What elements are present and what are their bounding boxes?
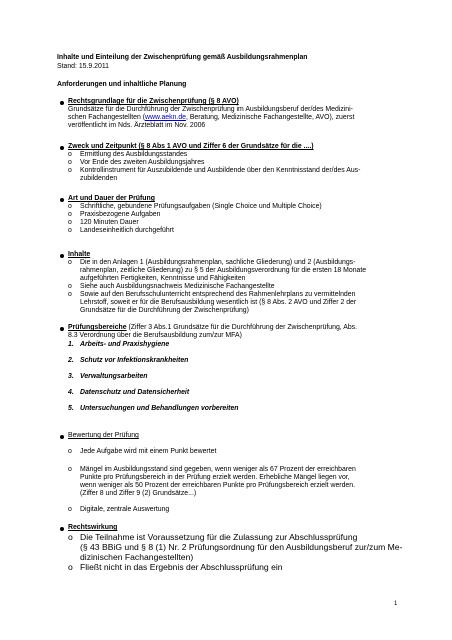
sub-marker: o: [68, 211, 72, 218]
sub-marker: o: [68, 151, 72, 158]
s3-item: Praxisbezogene Aufgaben: [80, 211, 161, 218]
s1-line1: Grundsätze für die Durchführung der Zwischenprüfung im Ausbildungsberuf der/des Medizini-: [68, 106, 353, 113]
s6-item2-line: wenn weniger als 50 Prozent der erreichbaren Punkte pro Prüfungsbereich erzielt werden.: [80, 482, 356, 489]
sub-marker: o: [68, 283, 72, 290]
aekn-link[interactable]: www.aekn.de: [145, 114, 186, 121]
bullet-icon: [60, 435, 64, 439]
area-number: 5.: [68, 405, 74, 412]
bullet-icon: [60, 327, 64, 331]
sub-marker: o: [68, 259, 72, 266]
area-label: Verwaltungsarbeiten: [80, 373, 148, 380]
s2-item: Ermittlung des Ausbildungsstandes: [80, 151, 188, 158]
s2-item: Kontrollinstrument für Auszubildende und Ausbildende über den Kenntnisstand der/des Aus-: [80, 167, 361, 174]
s4-heading: Inhalte: [68, 251, 91, 258]
s7-item1-line: (§ 43 BBiG und § 8 (1) Nr. 2 Prüfungsordnung für den Ausbildungsberuf zur/zum Me-: [80, 542, 403, 552]
area-label: Untersuchungen und Behandlungen vorbereiten: [80, 405, 239, 412]
bullet-icon: [60, 527, 64, 531]
sub-marker: o: [68, 167, 72, 174]
s2-heading: Zweck und Zeitpunkt (§ 8 Abs 1 AVO und Ziffer 6 der Grundsätze für die ....): [68, 143, 314, 150]
s6-item2-line: Mängel im Ausbildungsstand sind gegeben, wenn weniger als 67 Prozent der erreichbaren: [80, 466, 356, 473]
section-heading: Anforderungen und inhaltliche Planung: [57, 81, 187, 88]
s4-item1-line: rahmenplan, zeitliche Gliederung) zu § 5 der Ausbildungsverordnung für die ersten 18 Monate: [80, 267, 367, 274]
s4-item3-line: Lehrstoff, soweit er für die Berufsausbildung wesentlich ist (§ 8 Abs. 2 AVO und Ziffer 2 der: [80, 299, 357, 306]
s6-item2-line: (Ziffer 8 und Ziffer 9 (2) Grundsätze...): [80, 490, 197, 497]
s1-line2-start: schen Fachangestellten (: [68, 114, 145, 121]
s5-line2: 8.3 Verordnung über die Berufsausbildung zum/zur MFA): [68, 332, 242, 339]
sub-marker: o: [68, 562, 73, 572]
s3-item: Landeseinheitlich durchgeführt: [80, 227, 174, 234]
sub-marker: o: [68, 506, 72, 513]
s3-item: Schriftliche, gebundene Prüfungsaufgaben (Single Choice und Multiple Choice): [80, 203, 322, 210]
area-label: Arbeits- und Praxishygiene: [80, 341, 170, 348]
area-number: 4.: [68, 389, 74, 396]
sub-marker: o: [68, 159, 72, 166]
s7-heading: Rechtswirkung: [68, 524, 118, 531]
s3-heading: Art und Dauer der Prüfung: [68, 195, 155, 202]
area-number: 2.: [68, 357, 74, 364]
document-date: Stand: 15.9.2011: [57, 63, 109, 70]
bullet-icon: [60, 198, 64, 202]
s6-heading: Bewertung der Prüfung: [68, 432, 139, 439]
s4-item1-line: Die in den Anlagen 1 (Ausbildungsrahmenplan, sachliche Gliederung) und 2 (Ausbildungs-: [80, 259, 356, 266]
sub-marker: o: [68, 532, 73, 542]
s7-item1-line: Die Teilnahme ist Voraussetzung für die Zulassung zur Abschlussprüfung: [80, 532, 358, 542]
bullet-icon: [60, 146, 64, 150]
s2-item: Vor Ende des zweiten Ausbildungsjahres: [80, 159, 205, 166]
s7-item2: Fließt nicht in das Ergebnis der Abschlussprüfung ein: [80, 562, 283, 572]
sub-marker: o: [68, 466, 72, 473]
area-number: 3.: [68, 373, 74, 380]
s6-item3: Digitale, zentrale Auswertung: [80, 506, 170, 513]
s3-item: 120 Minuten Dauer: [80, 219, 139, 226]
sub-marker: o: [68, 291, 72, 298]
area-label: Schutz vor Infektionskrankheiten: [80, 357, 189, 364]
bullet-icon: [60, 254, 64, 258]
sub-marker: o: [68, 227, 72, 234]
s4-item3-line: Grundsätze für die Durchführung der Zwischenprüfung): [80, 307, 249, 314]
s6-item1: Jede Aufgabe wird mit einem Punkt bewertet: [80, 448, 217, 455]
area-label: Datenschutz und Datensicherheit: [80, 389, 190, 396]
sub-marker: o: [68, 448, 72, 455]
s1-heading: Rechtsgrundlage für die Zwischenprüfung (§ 8 AVO): [68, 98, 239, 105]
s2-item-cont: zubildenden: [80, 175, 118, 182]
page-number: 1: [394, 601, 398, 607]
document-title: Inhalte und Einteilung der Zwischenprüfung gemäß Ausbildungsrahmenplan: [57, 54, 308, 61]
s7-item1-line: dizinischen Fachangestellten): [80, 552, 194, 562]
s4-item3-line: Sowie auf den Berufsschulunterricht entsprechend des Rahmenlehrplans zu vermittelnden: [80, 291, 356, 298]
sub-marker: o: [68, 203, 72, 210]
s4-item1-line: aufgeführten Fertigkeiten, Kenntnisse und Fähigkeiten: [80, 275, 246, 282]
sub-marker: o: [68, 219, 72, 226]
s6-item2-line: Punkte pro Prüfungsbereich in der Prüfung erzielt werden. Erhebliche Mängel liegen vor,: [80, 474, 350, 481]
s5-heading-rest: (Ziffer 3 Abs.1 Grundsätze für die Durchführung der Zwischenprüfung, Abs.: [126, 324, 358, 331]
area-number: 1.: [68, 341, 74, 348]
bullet-icon: [60, 101, 64, 105]
s4-item2: Siehe auch Ausbildungsnachweis Medizinische Fachangestellte: [80, 283, 275, 290]
s1-line3: veröffentlicht im Nds. Ärzteblatt im Nov. 2006: [68, 122, 206, 129]
s5-heading: Prüfungsbereiche: [68, 324, 127, 331]
s1-line2-end: , Beratung, Medizinische Fachangestellte, AVO), zuerst: [185, 114, 355, 121]
